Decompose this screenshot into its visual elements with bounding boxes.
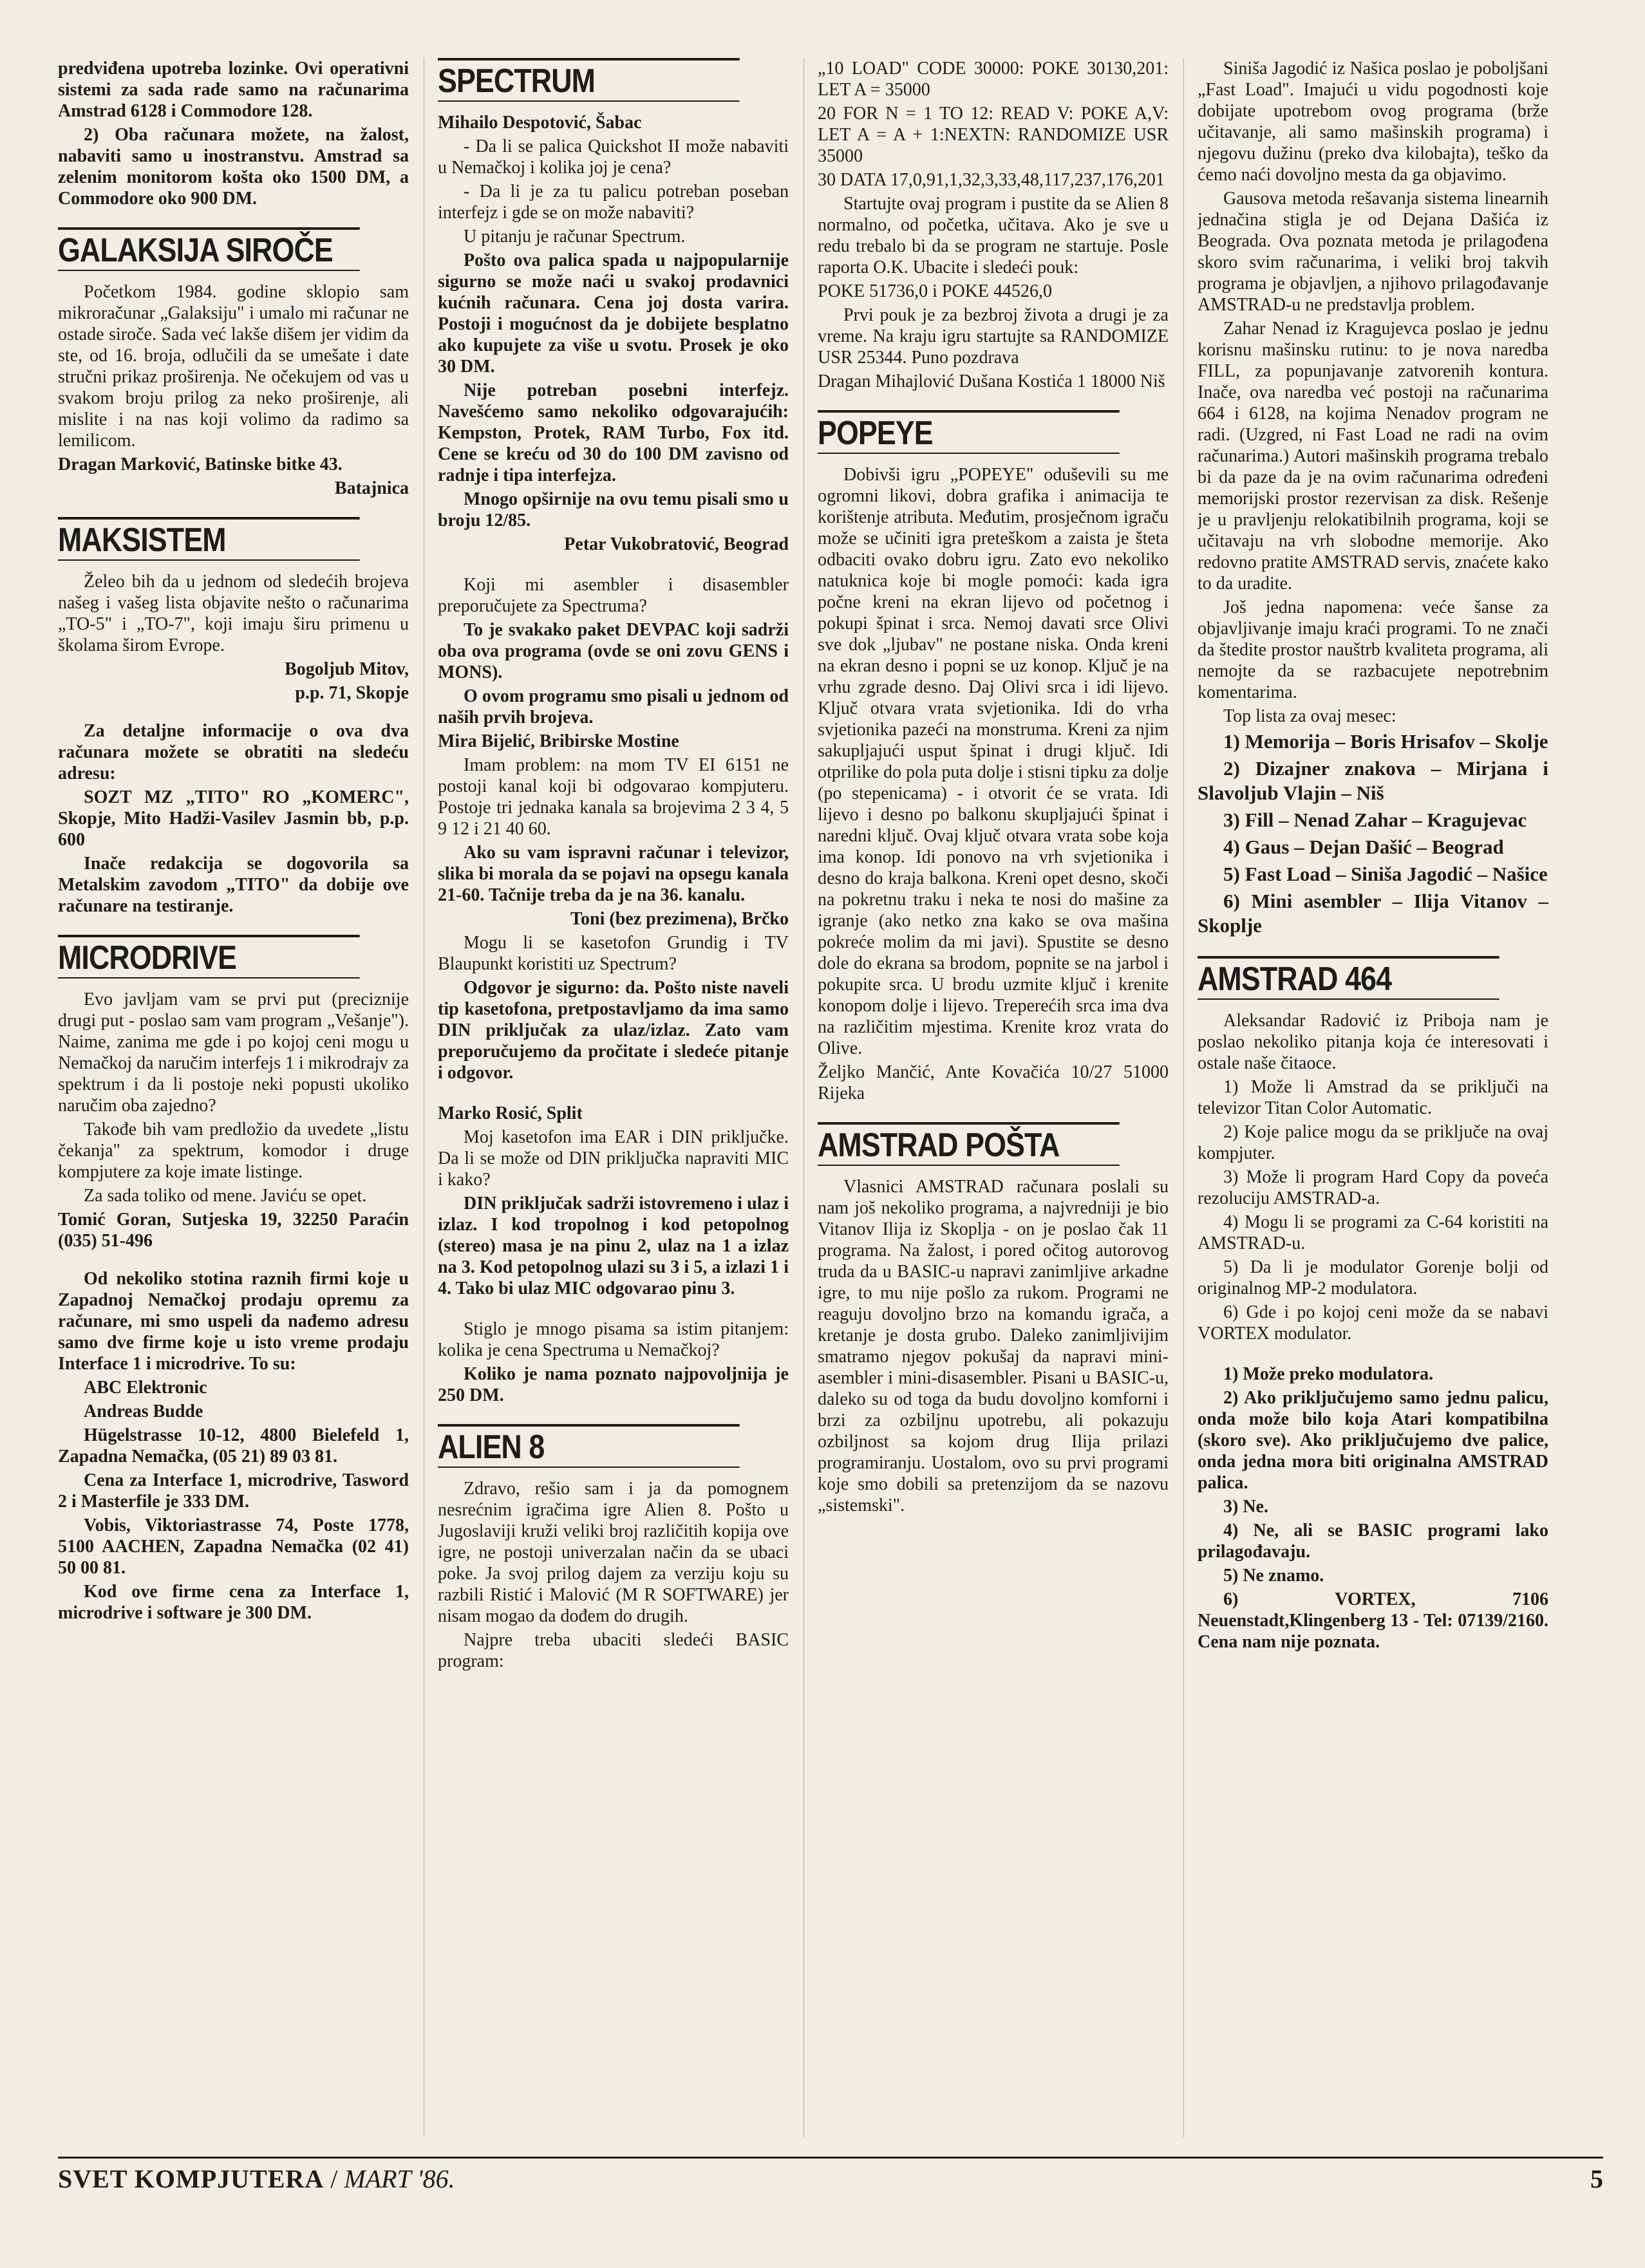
footer-separator: /: [324, 2164, 344, 2193]
section-heading-spectrum: SPECTRUM: [438, 58, 740, 102]
paragraph: Vlasnici AMSTRAD računara poslali su nam još nekoliko programa, a najvredniji je bio Vitanov Ilija iz Skoplja - on je poslao čak 11 programa. Na žalost, i pored očitog autorovog truda da u BASIC-u napravi zanimljive arkadne igre, to mu nije pošlo za rukom. Programi ne reaguju dovoljno brzo na komandu igrača, a kretanje je dosta grubo. Daleko zanimljivijim smatramo njegov pokušaj da napravi mini-asembler i mini-disasembler. Pisani u BASIC-u, daleko su od toga da budu dovoljno komforni i brzi za ozbiljnu upotrebu, ali pokazuju ozbiljnost sa kojom drug Ilija prilazi programiranju. Uostalom, ovo su prvi programi koje smo dobili sa pretenzijom da se nazovu „sistemski".: [818, 1177, 1169, 1515]
column-4: [1198, 58, 1548, 2137]
paragraph: Moj kasetofon ima EAR i DIN priključke. Da li se može od DIN priključka napraviti MIC i kako?: [438, 1127, 789, 1190]
code-listing-line: 20 FOR N = 1 TO 12: READ V: POKE A,V: LET A = A + 1:NEXTN: RANDOMIZE USR 35000: [818, 104, 1169, 166]
paragraph: - Da li je za tu palicu potreban poseban interfejz i gde se on može nabaviti?: [438, 182, 789, 223]
paragraph: Od nekoliko stotina raznih firmi koje u Zapadnoj Nemačkoj prodaju opremu za računare, mi smo uspeli da nađemo adresu samo dve firme koje u isto vreme prodaju Interface 1 i microdrive. To su:: [58, 1269, 409, 1374]
paragraph: Prvi pouk je za bezbroj života a drugi je za vreme. Na kraju igru startujte sa RANDOMIZE USR 25344. Puno pozdrava: [818, 305, 1169, 368]
code-listing-line: 30 DATA 17,0,91,1,32,3,33,48,117,237,176,201: [818, 170, 1165, 190]
section-heading-galaksija: GALAKSIJA SIROČE: [58, 227, 360, 271]
paragraph: Odgovor je sigurno: da. Pošto niste naveli tip kasetofona, pretpostavljamo da ima samo DIN priključak za ulaz/izlaz. Zato vam preporučujemo da pročitate i sledeće pitanje i odgovor.: [438, 978, 789, 1083]
paragraph: Hügelstrasse 10-12, 4800 Bielefeld 1, Zapadna Nemačka, (05 21) 89 03 81.: [58, 1425, 409, 1467]
question-item: 2) Koje palice mogu da se priključe na ovaj kompjuter.: [1198, 1122, 1548, 1163]
answer-item: 4) Ne, ali se BASIC programi lako prilagođavaju.: [1198, 1521, 1548, 1562]
answer-item: 1) Može preko modulatora.: [1223, 1364, 1434, 1384]
paragraph: Evo javljam vam se prvi put (preciznije drugi put - poslao sam vam program „Vešanje"). Naime, zanima me gde i po kojoj ceni mogu u Nemačkoj da naručim interfejs 1 i mikrodrajv za spektrum i da li postoje neki popusti ukoliko naručim oba zajedno?: [58, 989, 409, 1116]
paragraph: Za sada toliko od mene. Javiću se opet.: [84, 1186, 367, 1206]
section-heading-popeye: POPEYE: [818, 410, 1120, 454]
paragraph: Inače redakcija se dogovorila sa Metalskim zavodom „TITO" da dobije ove računare na testiranje.: [58, 854, 409, 916]
paragraph: Zahar Nenad iz Kragujevca poslao je jednu korisnu mašinsku rutinu: to je nova naredba FILL, za popunjavanje zatvorenih kontura. Inače, ova naredba već postoji na računarima 664 i 6128, na kojima Nenadov program ne radi. (Uzgred, ni Fast Load ne radi na ovim računarima.) Autori mašinskih programa trebalo bi da paze da je na ovim računarima određeni memorijski prostor rezervisan za disk. Rešenje je u pravljenju relokatibilnih programa, koji se učitavaju na vrh slobodne memorije. Ako redovno pratite AMSTRAD servis, znaćete kako to da uradite.: [1198, 319, 1548, 594]
column-1: [58, 58, 409, 2137]
top-list-item: 4) Gaus – Dejan Dašić – Beograd: [1223, 836, 1504, 858]
column-3: [818, 58, 1169, 2137]
paragraph: Stiglo je mnogo pisama sa istim pitanjem: kolika je cena Spectruma u Nemačkoj?: [438, 1319, 789, 1360]
paragraph: POKE 51736,0 i POKE 44526,0: [818, 281, 1053, 301]
paragraph: Koliko je nama poznato najpovoljnija je 250 DM.: [438, 1364, 789, 1405]
column-2: [438, 58, 789, 2137]
letter-signature-address: p.p. 71, Skopje: [295, 683, 409, 703]
paragraph: Gausova metoda rešavanja sistema linearnih jednačina stigla je od Dejana Dašića iz Beograda. Ova poznata metoda je prilagođena skoro svim računarima, i veliki broj takvih programa je objavljen, a njihovo prilagođavanje AMSTRAD-u ne predstavlja problem.: [1198, 189, 1548, 315]
paragraph: Početkom 1984. godine sklopio sam mikroračunar „Galaksiju" i umalo mi računar ne ostade siroče. Sada već lakše dišem jer vidim da ste, od 16. broja, odlučili da se umešate i date stručni prikaz proširenja. Ne očekujem od vas u svakom broju prilog za neko proširenje, ali mislite i na nas koji volimo da radimo sa lemilicom.: [58, 282, 409, 451]
paragraph: Mogu li se kasetofon Grundig i TV Blaupunkt koristiti uz Spectrum?: [438, 933, 789, 974]
question-item: 5) Da li je modulator Gorenje bolji od originalnog MP-2 modulatora.: [1198, 1257, 1548, 1298]
letter-signature: Toni (bez prezimena), Brčko: [570, 909, 789, 929]
top-list-item: 1) Memorija – Boris Hrisafov – Skolje: [1223, 730, 1548, 753]
paragraph: Aleksandar Radović iz Priboja nam je poslao nekoliko pitanja koja će interesovati i ostale naše čitaoce.: [1198, 1011, 1548, 1073]
question-item: 6) Gde i po kojoj ceni može da se nabavi VORTEX modulator.: [1198, 1302, 1548, 1344]
paragraph: ABC Elektronic: [84, 1378, 207, 1398]
answer-item: 5) Ne znamo.: [1223, 1566, 1324, 1586]
paragraph: U pitanju je računar Spectrum.: [464, 227, 686, 247]
answer-item: 3) Ne.: [1223, 1497, 1268, 1517]
section-heading-amstrad-464: AMSTRAD 464: [1198, 956, 1499, 1000]
paragraph: SOZT MZ „TITO" RO „KOMERC", Skopje, Mito Hadži-Vasilev Jasmin bb, p.p. 600: [58, 787, 409, 850]
page-footer: [58, 2157, 1603, 2202]
letter-signature: Bogoljub Mitov,: [285, 659, 409, 679]
paragraph: Siniša Jagodić iz Našica poslao je poboljšani „Fast Load". Imajući u vidu pogodnosti koje dobijate upotrebom ovog programa (brže učitavanje, ali samo mašinskih programa) i njegovu dužinu (preko dva kilobajta), teško da ćemo naći dovoljno mesta da ga objavimo.: [1198, 59, 1548, 185]
top-list-item: 2) Dizajner znakova – Mirjana i Slavoljub Vlajin – Niš: [1198, 757, 1548, 804]
paragraph: Za detaljne informacije o ova dva računara možete se obratiti na sledeću adresu:: [58, 721, 409, 783]
paragraph: O ovom programu smo pisali u jednom od naših prvih brojeva.: [438, 686, 789, 727]
paragraph: predviđena upotreba lozinke. Ovi operativni sistemi za sada rade samo na računarima Amstrad 6128 i Commodore 128.: [58, 59, 409, 121]
letter-signature: Dragan Mihajlović Dušana Kostića 1 18000 Niš: [818, 371, 1165, 391]
paragraph: Želeo bih da u jednom od sledećih brojeva našeg i vašeg lista objavite nešto o računarima „TO-5" i „TO-7", koji imaju širu primenu u školama širom Evrope.: [58, 572, 409, 655]
answer-item: 6) VORTEX, 7106 Neuenstadt,Klingenberg 13 - Tel: 07139/2160. Cena nam nije poznata.: [1198, 1589, 1548, 1652]
page-number: 5: [1590, 2164, 1603, 2193]
paragraph: Pošto ova palica spada u najpopularnije sigurno se može naći u svakoj prodavnici kućnih računara. Cena joj dosta varira. Postoji i mogućnost da je dobijete besplatno ako kupujete za više u svotu. Prosek je oko 30 DM.: [438, 250, 789, 377]
paragraph: Dobivši igru „POPEYE" oduševili su me ogromni likovi, dobra grafika i animacija te korištenje atributa. Međutim, prosječnom igraču može se učiniti igra preteškom a zaista je šteta odbaciti ovako dobru igru. Zato evo nekoliko natuknica koje bi mogle pomoći: kada igra počne kreni na ekran lijevo od početnog i pokupi špinat i srca. Nemoj davati srce Olivi sve dok „ljubav" ne postane niska. Onda kreni na ekran desno i popni se uz konop. Ključ je na vrhu zgrade desno. Daj Olivi srca i idi lijevo. Ključ otvara vrata svjetionika. Idi do vrha svjetionika pazeći na monstruma. Kreni za njim sakupljajući usput špinat i drugi ključ. Idi otprilike do pola puta dolje i stisni tipku za dolje (po stepenicama) - i otvorit će se vrata. Idi lijevo i desno po balkonu skupljajući špinat i naredni ključ. Ovaj ključ otvara vrata sobe koja ima konop. Idi ponovo na vrh svjetionika i desno do kraja balkona. Kreni opet desno, skoči na pokretnu traku i neka te nosi do mašine za igranje (ako netko zna kako se ova mašina pokreće molim da mi javi). Spustite se desno dole do ekrana sa brodom, popnite se na jarbol i pokupite srca. U brodu uzmite ključ i krenite konopom dolje i lijevo. Treperećih srca ima dva na različitim mjestima. Krenite kroz vrata do Olive.: [818, 465, 1169, 1058]
letter-signature: Željko Mančić, Ante Kovačića 10/27 51000 Rijeka: [818, 1062, 1169, 1103]
paragraph: Imam problem: na mom TV EI 6151 ne postoji kanal koji bi odgovarao kompjuteru. Postoje tri jednaka kanala sa brojevima 2 3 4, 5 9 12 i 21 40 60.: [438, 755, 789, 839]
paragraph: Andreas Budde: [84, 1401, 203, 1421]
paragraph: Takođe bih vam predložio da uvedete „listu čekanja" za spektrum, komodor i druge kompjutere za koje imate listinge.: [58, 1120, 409, 1182]
paragraph: Mnogo opširnije na ovu temu pisali smo u broju 12/85.: [438, 489, 789, 530]
letter-signature-location: Batajnica: [334, 478, 409, 498]
paragraph: Vobis, Viktoriastrasse 74, Poste 1778, 5100 AACHEN, Zapadna Nemačka (02 41) 50 00 81.: [58, 1515, 409, 1578]
paragraph: Najpre treba ubaciti sledeći BASIC program:: [438, 1630, 789, 1671]
column-rule: [1183, 58, 1184, 2137]
letter-signature: Mihailo Despotović, Šabac: [438, 113, 642, 133]
paragraph: 2) Oba računara možete, na žalost, nabaviti samo u inostranstvu. Amstrad sa zelenim monitorom košta oko 1500 DM, a Commodore oko 900 DM.: [58, 125, 409, 209]
letter-signature: Marko Rosić, Split: [438, 1103, 583, 1123]
letter-signature: Mira Bijelić, Bribirske Mostine: [438, 731, 679, 751]
top-list-item: 3) Fill – Nenad Zahar – Kragujevac: [1223, 809, 1527, 831]
paragraph: DIN priključak sadrži istovremeno i ulaz i izlaz. I kod tropolnog i kod petopolnog (stereo) masa je na pinu 2, ulaz na 1 a izlaz na 3. Kod petopolnog ulazi su 3 i 5, a izlazi 1 i 4. Tako bi ulaz MIC odgovarao pinu 3.: [438, 1194, 789, 1298]
letter-signature: Dragan Marković, Batinske bitke 43.: [58, 455, 343, 474]
issue-date: MART '86.: [344, 2164, 455, 2193]
question-item: 1) Može li Amstrad da se priključi na televizor Titan Color Automatic.: [1198, 1077, 1548, 1118]
question-item: 3) Može li program Hard Copy da poveća rezoluciju AMSTRAD-a.: [1198, 1167, 1548, 1208]
paragraph: Top lista za ovaj mesec:: [1223, 706, 1396, 726]
paragraph: Nije potreban posebni interfejz. Navešćemo samo nekoliko odgovarajućih: Kempston, Protek, RAM Turbo, Fox itd. Cene se kreću od 30 do 100 DM zavisno od radnje i tipa interfejza.: [438, 380, 789, 485]
section-heading-microdrive: MICRODRIVE: [58, 935, 360, 979]
paragraph: Startujte ovaj program i pustite da se Alien 8 normalno, od početka, učitava. Ako je sve u redu trebalo bi da se program ne startuje. Posle raporta O.K. Ubacite i sledeći pouk:: [818, 194, 1169, 277]
question-item: 4) Mogu li se programi za C-64 koristiti na AMSTRAD-u.: [1198, 1212, 1548, 1253]
top-list-item: 5) Fast Load – Siniša Jagodić – Našice: [1223, 863, 1548, 885]
paragraph: Kod ove firme cena za Interface 1, microdrive i software je 300 DM.: [58, 1582, 409, 1623]
letter-signature: Petar Vukobratović, Beograd: [564, 534, 789, 554]
letter-signature: Tomić Goran, Sutjeska 19, 32250 Paraćin (035) 51-496: [58, 1210, 409, 1251]
magazine-page: [58, 58, 1603, 2182]
section-heading-alien-8: ALIEN 8: [438, 1424, 740, 1468]
code-listing-line: „10 LOAD" CODE 30000: POKE 30130,201: LET A = 35000: [818, 59, 1169, 100]
paragraph: - Da li se palica Quickshot II može nabaviti u Nemačkoj i kolika joj je cena?: [438, 136, 789, 178]
paragraph: Ako su vam ispravni računar i televizor, slika bi morala da se pojavi na opsegu kanala 21-60. Tačnije treba da je na 36. kanalu.: [438, 843, 789, 905]
paragraph: Cena za Interface 1, microdrive, Tasword 2 i Masterfile je 333 DM.: [58, 1470, 409, 1512]
section-heading-maksistem: MAKSISTEM: [58, 517, 360, 561]
section-heading-amstrad-posta: AMSTRAD POŠTA: [818, 1122, 1120, 1166]
paragraph: Koji mi asembler i disasembler preporučujete za Spectruma?: [438, 575, 789, 616]
top-list-item: 6) Mini asembler – Ilija Vitanov – Skoplje: [1198, 890, 1548, 937]
paragraph: To je svakako paket DEVPAC koji sadrži oba ova programa (ovde se oni zovu GENS i MONS).: [438, 620, 789, 682]
paragraph: Zdravo, rešio sam i ja da pomognem nesrećnim igračima igre Alien 8. Pošto u Jugoslaviji kruži veliki broj različitih kopija ove igre, ne postoji univerzalan način da se ubaci poke. Ja svoj prilog dajem za verziju koju su razbili Ristić i Malović (M R SOFTWARE) jer nisam mogao da dođem do drugih.: [438, 1479, 789, 1626]
magazine-name: SVET KOMPJUTERA: [58, 2164, 324, 2193]
answer-item: 2) Ako priključujemo samo jednu palicu, onda može bilo koja Atari kompatibilna (skoro sve). Ako priključujemo dve palice, onda jedna mora biti originalna AMSTRAD palica.: [1198, 1388, 1548, 1493]
paragraph: Još jedna napomena: veće šanse za objavljivanje imaju kraći programi. To ne znači da štedite prostor nauštrb kvaliteta programa, ali nemojte da se razbacujete nepotrebnim komentarima.: [1198, 597, 1548, 702]
